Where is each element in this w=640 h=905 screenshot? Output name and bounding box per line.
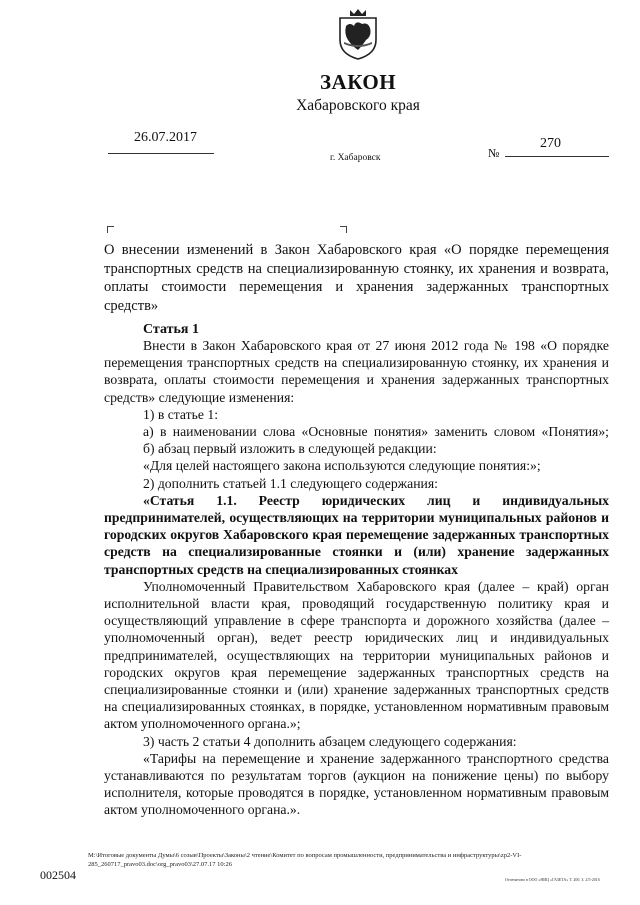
item-1b: б) абзац первый изложить в следующей редакции:: [143, 441, 437, 457]
city: г. Хабаровск: [330, 153, 381, 163]
article-1-1-heading: «Статья 1.1. Реестр юридических лиц и индивидуальных предпринимателей, осуществляющих на территории муниципальных районов и городских округов Хабаровского края перемещение задержанных транспортных средств на специализированные стоянки и (или) хранение задержанных транспортных средств на специализированных стоянках: [104, 492, 609, 577]
item-3-quote: «Тарифы на перемещение и хранение задержанного транспортного средства устанавливаются по результатам торгов (аукцион на понижение цены) по выбору исполнителя, которые проводятся в порядке, установленном нормативным правовым актом уполномоченного органа.».: [104, 750, 609, 818]
item-1a: а) в наименовании слова «Основные понятия» заменить словом «Понятия»;: [143, 424, 609, 440]
article-1-body: [104, 337, 609, 819]
number-label: №: [488, 146, 500, 160]
document-type-title: ЗАКОН: [319, 70, 397, 94]
footer-printer: Отпечатано в ООО «НИЦ «ГАЗЕТА» Т. 200. З. 2/5-2016: [505, 877, 600, 882]
article-1-heading: Статья 1: [143, 322, 199, 337]
article-1-1-text: Уполномоченный Правительством Хабаровского края (далее – край) орган исполнительной власти края, проводящий государственную политику края и осуществляющий управление в сфере транспорта и дорожного хозяйства (далее – уполномоченный орган), ведет реестр юридических лиц и индивидуальных предпринимателей, осуществляющих на территории муниципальных районов и городских округов края перемещение задержанных транспортных средств на специализированные стоянки и (или) хранение задержанных транспортных средств на специализированных стоянках, в порядке, установленном нормативным правовым актом уполномоченного органа.»;: [104, 578, 609, 732]
article-1-intro: Внести в Закон Хабаровского края от 27 июня 2012 года № 198 «О порядке перемещения транспортных средств на специализированную стоянку, их хранения и возврата, оплаты стоимости перемещения и хранения задержанных транспортных средств» следующие изменения:: [104, 338, 609, 405]
title-corner-left: [107, 226, 114, 233]
footer-file-path: M:\Итоговые документы Думы\6 созыв\Проекты\Законы\2 чтение\Комитет по вопросам промышленности, предпринимательства и инфраструктуры\zp2-VI-285_260717_pravo03.doc\org_pravo03\27.07.17 10:26: [88, 852, 522, 868]
item-3: 3) часть 2 статьи 4 дополнить абзацем следующего содержания:: [143, 733, 517, 749]
date: 26.07.2017: [134, 130, 197, 145]
item-2: 2) дополнить статьей 1.1 следующего содержания:: [143, 475, 438, 491]
coat-of-arms-icon: [336, 6, 380, 60]
footer-code: 002504: [40, 868, 76, 882]
item-1b-quote: «Для целей настоящего закона используются следующие понятия:»;: [143, 458, 541, 474]
region-subtitle: Хабаровского края: [296, 97, 420, 114]
date-underline: [108, 153, 214, 154]
document-title: О внесении изменений в Закон Хабаровского края «О порядке перемещения транспортных средств на специализированную стоянку, их хранения и возврата, оплаты стоимости перемещения и хранения задержанных транспортных средств»: [104, 242, 609, 314]
law-number: 270: [540, 136, 561, 151]
item-1: 1) в статье 1:: [143, 406, 219, 422]
number-underline: [505, 156, 609, 157]
title-corner-right: [340, 226, 347, 233]
